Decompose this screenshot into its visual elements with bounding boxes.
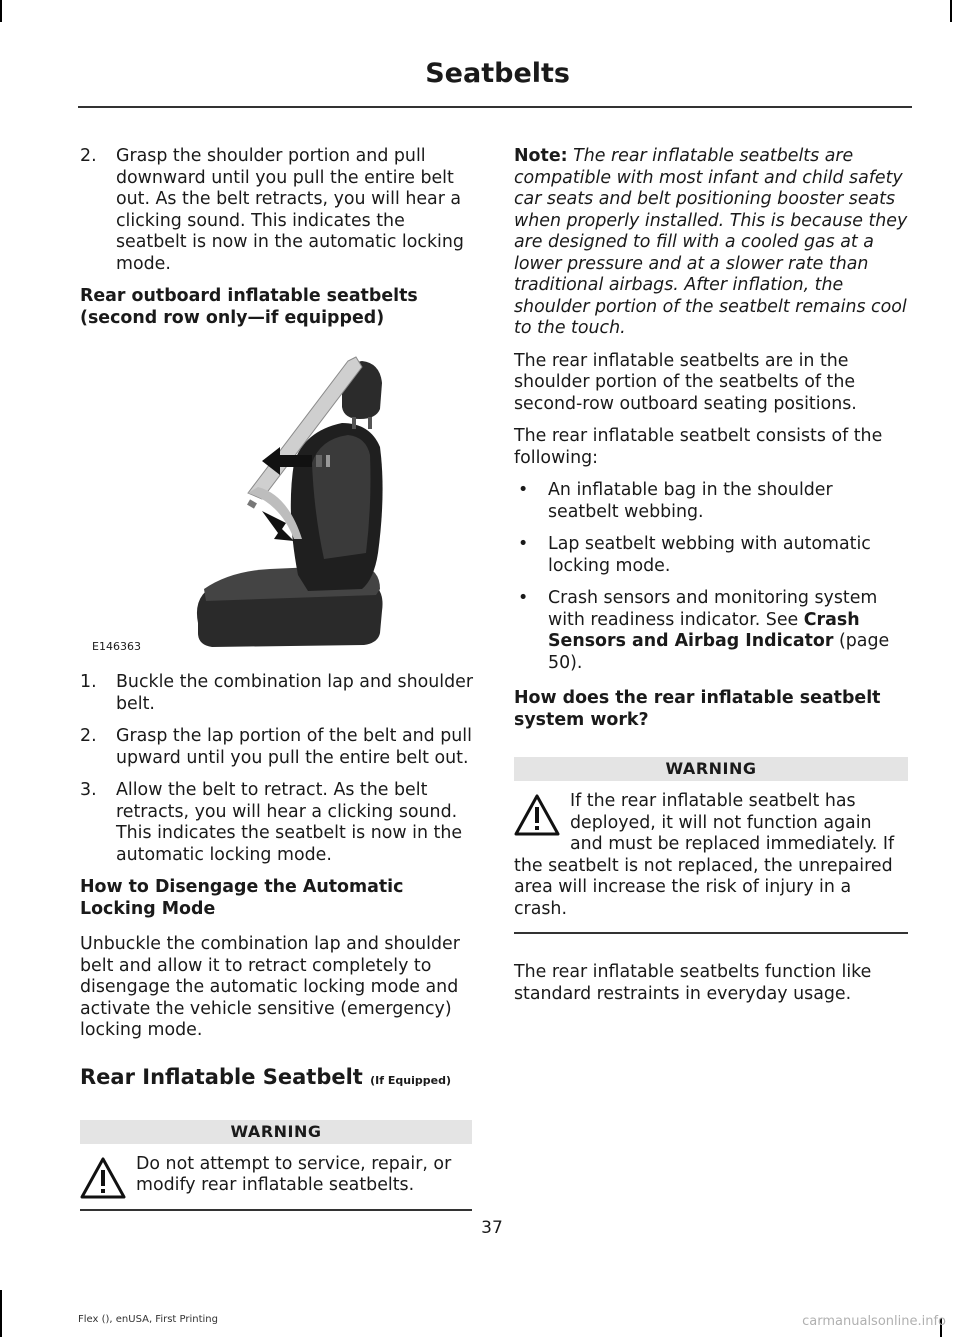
warning-box xyxy=(514,757,908,934)
list-item xyxy=(514,588,908,674)
seat-belt-image xyxy=(80,343,476,661)
note-label: Note: xyxy=(514,146,568,166)
item-number: 3. xyxy=(80,780,97,800)
item-text: Grasp the lap portion of the belt and pull upward until you pull the entire belt out. xyxy=(116,726,472,768)
item-text: Buckle the combination lap and shoulder belt. xyxy=(116,672,474,714)
right-column xyxy=(514,146,908,1016)
header-divider xyxy=(78,106,912,108)
warning-text: Do not attempt to service, repair, or modify rear inflatable seatbelts. xyxy=(136,1153,452,1195)
page-number: 37 xyxy=(481,1218,503,1238)
section-title-text: Rear Inflatable Seatbelt xyxy=(80,1064,363,1089)
warning-header: WARNING xyxy=(80,1120,472,1144)
left-column xyxy=(80,146,476,1231)
list-item xyxy=(80,672,476,715)
section-title-suffix: (If Equipped) xyxy=(370,1073,451,1087)
item-number: 2. xyxy=(80,146,97,166)
warning-divider xyxy=(80,1209,472,1211)
closing-paragraph: The rear inflatable seatbelts function like standard restraints in everyday usage. xyxy=(514,962,872,1004)
warning-body xyxy=(514,791,908,934)
item-text: An inflatable bag in the shoulder seatbelt webbing. xyxy=(548,480,833,522)
section-title xyxy=(80,1064,476,1094)
note-text: The rear inflatable seatbelts are compatible with most infant and child safety car seats and belt positioning booster seats when properly installed. This is because they are designed to fill with a cooled gas at a lower pressure and at a slower rate than traditional airbags. After inflation, the shoulder portion of the seatbelt remains cool to the touch. xyxy=(514,146,908,338)
page-title: Seatbelts xyxy=(425,58,570,89)
bullet3-text: Crash sensors and monitoring system with readiness indicator. See xyxy=(548,588,878,630)
item-text: Grasp the shoulder portion and pull downward until you pull the entire belt out. As the belt retracts, you will hear a clicking sound. This indicates the seatbelt is now in the automatic locking mode. xyxy=(116,146,464,274)
paragraph: The rear inflatable seatbelt consists of the following: xyxy=(514,426,883,468)
figure-code: E146363 xyxy=(92,639,141,653)
bullet: • xyxy=(518,588,529,608)
list-item xyxy=(80,726,476,769)
section-heading-disengage: How to Disengage the Automatic Locking Mode xyxy=(80,877,404,919)
watermark: carmanualsonline.info xyxy=(802,1314,946,1329)
warning-divider xyxy=(514,932,908,934)
list-item xyxy=(80,780,476,866)
cross-reference-link[interactable]: Crash Sensors and Airbag Indicator xyxy=(548,609,860,651)
item-text xyxy=(548,588,908,674)
crop-mark xyxy=(950,0,952,22)
warning-box xyxy=(80,1120,472,1211)
footer-text: Flex (), enUSA, First Printing xyxy=(78,1314,218,1325)
disengage-paragraph: Unbuckle the combination lap and shoulder belt and allow it to retract completely to disengage the automatic locking mode and activate the vehicle sensitive (emergency) locking mode. xyxy=(80,934,460,1040)
item-text: Allow the belt to retract. As the belt retracts, you will hear a clicking sound. This indicates the seatbelt is now in the automatic locking mode. xyxy=(116,780,463,865)
seat-illustration xyxy=(80,343,476,661)
warning-text: If the rear inflatable seatbelt has deployed, it will not function again and must be replaced immediately. If the seatbelt is not replaced, the unrepaired area will increase the risk of injury in a crash. xyxy=(514,791,895,919)
warning-triangle-icon xyxy=(80,1156,126,1200)
bullet: • xyxy=(518,480,529,500)
paragraph: The rear inflatable seatbelts are in the shoulder portion of the seatbelts of the second-row outboard seating positions. xyxy=(514,350,857,414)
crop-mark xyxy=(0,0,2,22)
warning-body xyxy=(80,1154,472,1211)
list-item xyxy=(514,480,908,523)
list-item xyxy=(514,534,908,577)
crop-mark xyxy=(0,1290,2,1337)
item-text: Lap seatbelt webbing with automatic locking mode. xyxy=(548,534,871,576)
page-reference: (page 50). xyxy=(548,631,890,673)
warning-triangle-icon xyxy=(514,793,560,837)
list-item xyxy=(80,146,476,275)
item-number: 1. xyxy=(80,672,97,692)
section-heading-outboard: Rear outboard inflatable seatbelts (second row only—if equipped) xyxy=(80,286,418,328)
note-paragraph xyxy=(514,146,908,340)
section-heading-how: How does the rear inflatable seatbelt system work? xyxy=(514,688,881,730)
bullet: • xyxy=(518,534,529,554)
item-number: 2. xyxy=(80,726,97,746)
warning-header: WARNING xyxy=(514,757,908,781)
